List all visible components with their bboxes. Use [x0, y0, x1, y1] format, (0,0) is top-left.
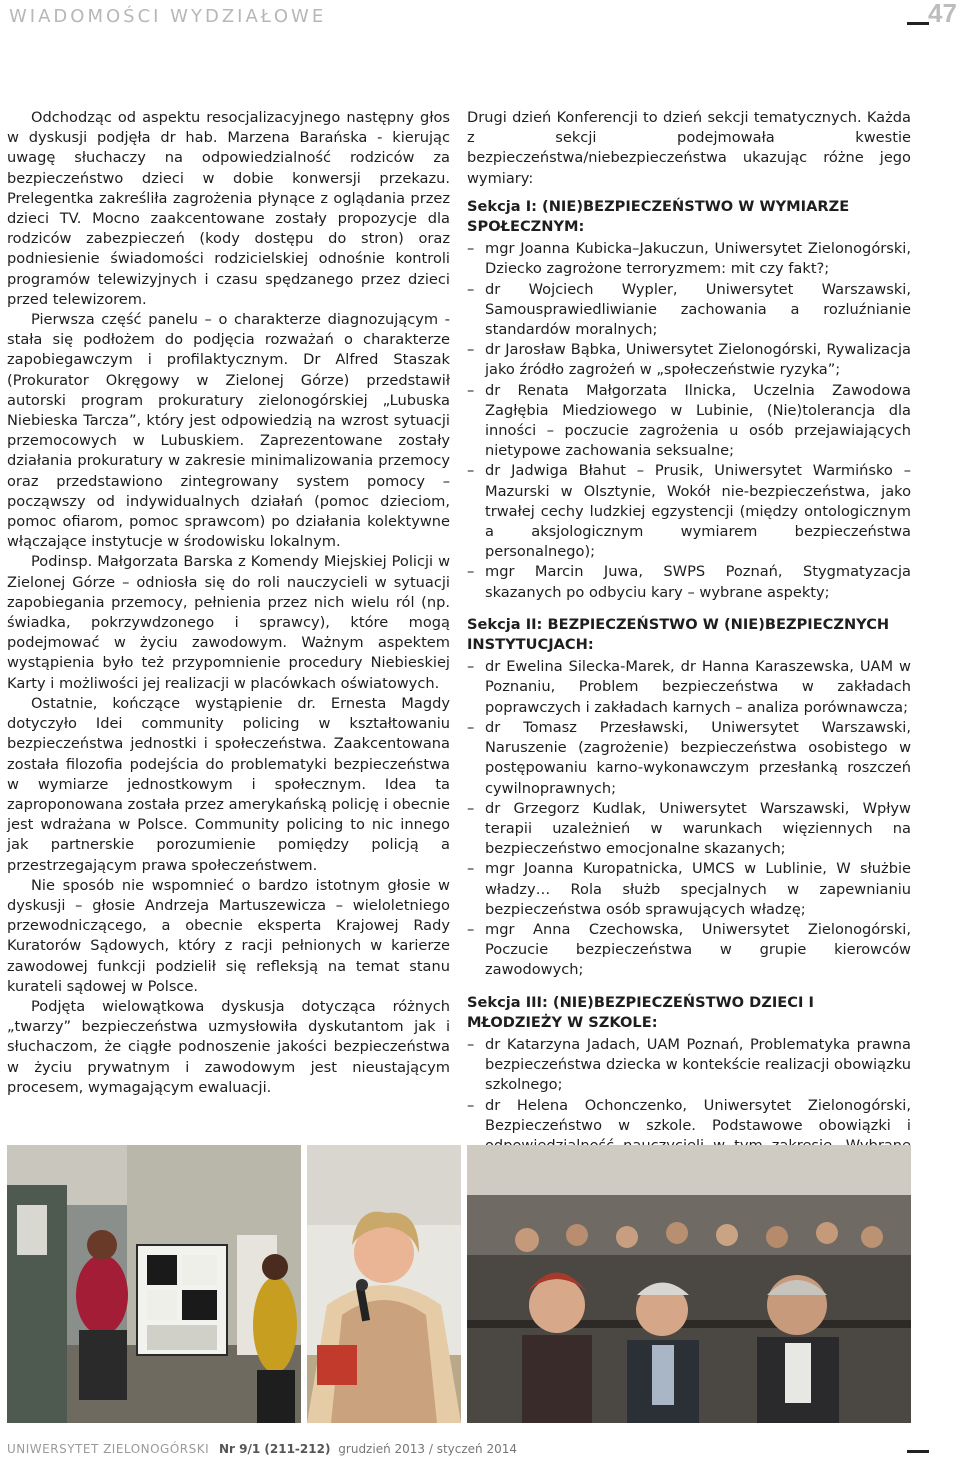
list-item: – mgr Joanna Kubicka–Jakuczun, Uniwersytet Zielonogórski, Dziecko zagrożone terroryzmem: mit czy fakt?; [467, 239, 911, 279]
list-item: – dr Ewelina Silecka-Marek, dr Hanna Karaszewska, UAM w Poznaniu, Problem bezpieczeństwa w zakładach poprawczych i zakładach karnych – analiza porównawcza; [467, 657, 911, 718]
footer-date: grudzień 2013 / styczeń 2014 [338, 1442, 517, 1456]
list-item: – mgr Joanna Kuropatnicka, UMCS w Lublinie, W służbie władzy… Rola służb specjalnych w zapewnianiu bezpieczeństwa osób sprawujących władzę; [467, 859, 911, 920]
audience-photo [467, 1145, 911, 1423]
paragraph: Pierwsza część panelu – o charakterze diagnozującym - stała się podłożem do podjęcia rozważań o charakterze zapobiegawczym i profilaktycznym. Dr Alfred Staszak (Prokurator Okręgowy w Zielonej Górze) przedstawił autorski program prokuratury zielonogórskiej „Lubuska Niebieska Tarcza”, który jest odpowiedzią na wzrost sytuacji przemocowych w Lubuskiem. Zaprezentowane zostały działania prokuratury w zakresie minimalizowania przemocy oraz przedstawiono zintegrowany system pomocy – począwszy od indywidualnych działań (pomoc dzieciom, pomoc ofiarom, pomoc sprawcom) po działania kolektywne włączające instytucje w środowisku lokalnym. [7, 311, 450, 551]
section-heading: Sekcja I: (NIE)BEZPIECZEŃSTWO W WYMIARZE SPOŁECZNYM: [467, 197, 850, 236]
list-item: – dr Jadwiga Błahut – Prusik, Uniwersytet Warmińsko – Mazurski w Olsztynie, Wokół nie-bezpieczeństwa, jako trwałej cechy ludzkiej egzystencji (między ontologicznym a aksjologicznym wymiarem bezpieczeństwa personalnego); [467, 461, 911, 562]
paragraph: Podinsp. Małgorzata Barska z Komendy Miejskiej Policji w Zielonej Górze – odniosła się do roli nauczycieli w sytuacji zapobiegania przemocy, pełnienia przez nich wielu ról (np. świadka, pokrzywdzonego i sprawcy), które mogą podejmować w życiu zawodowym. Ważnym aspektem wystąpienia było też przypomnienie procedury Niebieskiej Karty i możliwości jej realizacji w placówkach oświatowych. [7, 553, 450, 692]
paragraph: Odchodząc od aspektu resocjalizacyjnego następny głos w dyskusji podjęła dr hab. Marzena Barańska - kierując uwagę słuchaczy na odpowiedzialność rodziców za bezpieczeństwo dzieci w dobie konwersji przekazu. Prelegentka zakreśliła zagrożenia płynące z oglądania przez dzieci TV. Mocno zaakcentowane zostały propozycje dla rodziców zabezpieczeń (kody dostępu do stron) oraz podniesienie świadomości rodzicielskiej odnośnie kontroli programów telewizyjnych i czasu spędzanego przez dzieci przed telewizorem. [7, 109, 450, 308]
footer [7, 1442, 517, 1456]
footer-rule [907, 1450, 929, 1453]
list-item: – dr Grzegorz Kudlak, Uniwersytet Warszawski, Wpływ terapii uzależnień w warunkach więziennych na bezpieczeństwo emocjonalne skazanych; [467, 799, 911, 860]
exhibition-photo [7, 1145, 301, 1423]
paragraph: Podjęta wielowątkowa dyskusja dotycząca różnych „twarzy” bezpieczeństwa uzmysłowiła dyskutantom jak i słuchaczom, że ciągłe podnoszenie jakości bezpieczeństwa w życiu prywatnym i zawodowym jest nieustającym procesem, wymagającym ewaluacji. [7, 997, 450, 1096]
section-heading: Sekcja III: (NIE)BEZPIECZEŃSTWO DZIECI I MŁODZIEŻY W SZKOLE: [467, 993, 814, 1031]
list-item: – dr Helena Ochonczenko, Uniwersytet Zielonogórski, Bezpieczeństwo w szkole. Podstawowe obowiązki i [467, 1096, 911, 1177]
footer-university: UNIWERSYTET ZIELONOGÓRSKI [7, 1442, 210, 1456]
header-rule [907, 22, 929, 25]
section-header: WIADOMOŚCI WYDZIAŁOWE [9, 6, 327, 27]
list-item: – dr Jarosław Bąbka, Uniwersytet Zielonogórski, Rywalizacja jako źródło zagrożeń w „społeczeństwie ryzyka”; [467, 340, 911, 380]
talk-list [467, 239, 911, 603]
list-item: – mgr Marcin Juwa, SWPS Poznań, Stygmatyzacja skazanych po odbyciu kary – wybrane aspekty; [467, 562, 911, 602]
speaker-photo-image [307, 1145, 461, 1423]
left-column [7, 108, 450, 1098]
list-item: – mgr Anna Czechowska, Uniwersytet Zielonogórski, Poczucie bezpieczeństwa w grupie kierowców zawodowych; [467, 920, 911, 981]
section-heading: Sekcja II: BEZPIECZEŃSTWO W (NIE)BEZPIECZNYCH INSTYTUCJACH: [467, 615, 890, 654]
speaker-photo [307, 1145, 461, 1423]
photo-strip [7, 1145, 911, 1423]
page-number: 47 [928, 0, 957, 28]
list-item: – dr Wojciech Wypler, Uniwersytet Warszawski, Samousprawiedliwianie zachowania a rozluźnianie standardów moralnych; [467, 280, 911, 341]
list-item: – dr Tomasz Przesławski, Uniwersytet Warszawski, Naruszenie (zagrożenie) bezpieczeństwa osobistego w postępowaniu karno-wykonawczym przesłanką roszczeń cywilnoprawnych; [467, 718, 911, 799]
paragraph: Ostatnie, kończące wystąpienie dr. Ernesta Magdy dotyczyło Idei community policing w kształtowaniu bezpieczeństwa jednostki i społeczeństwa. Zaakcentowana została filozofia podejścia do problematyki bezpieczeństwa w wymiarze jednostkowym i społecznym. Idea ta zaproponowana została przez amerykańską policję i obecnie jest wdrażana w Polsce. Community policing to nic innego jak partnerskie porozumienie pomiędzy policją a przestrzegającym prawa społeczeństwem. [7, 694, 450, 874]
right-column [467, 108, 911, 1176]
exhibition-photo-image [7, 1145, 301, 1423]
intro-paragraph: Drugi dzień Konferencji to dzień sekcji tematycznych. Każda z sekcji podejmowała kwestie bezpieczeństwa/niebezpieczeństwa ukazując różne jego wymiary: [467, 109, 911, 187]
list-item: – dr Katarzyna Jadach, UAM Poznań, Problematyka prawna bezpieczeństwa dziecka w kontekście realizacji obowiązku szkolnego; [467, 1035, 911, 1096]
footer-issue: Nr 9/1 (211-212) [219, 1442, 331, 1456]
audience-photo-image [467, 1145, 911, 1423]
talk-list [467, 657, 911, 980]
paragraph: Nie sposób nie wspomnieć o bardzo istotnym głosie w dyskusji – głosie Andrzeja Martuszewicza – wieloletniego przewodniczącego, a obecnie eksperta Krajowej Rady Kuratorów Sądowych, który z racji pełnionych w karierze zawodowej funkcji podzielił się refleksją na temat stanu kurateli sądowej w Polsce. [7, 876, 450, 995]
list-item: – dr Renata Małgorzata Ilnicka, Uczelnia Zawodowa Zagłębia Miedziowego w Lubinie, (Nie)tolerancja dla inności – poczucie zagrożenia u osób przejawiających nietypowe zachowania seksualne; [467, 381, 911, 462]
